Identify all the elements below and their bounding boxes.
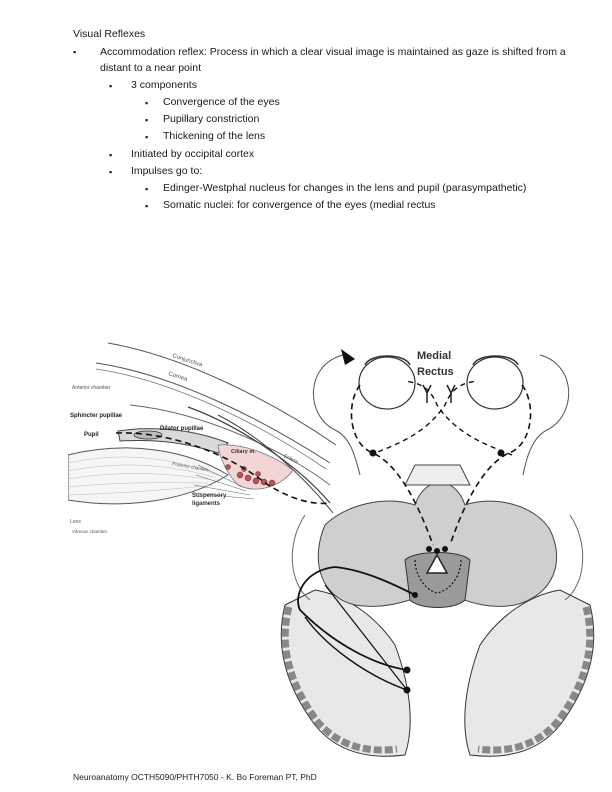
accommodation-pathway-figure (265, 345, 610, 770)
bullet-marker: ▪ (109, 150, 113, 160)
bullet-marker: ▪ (145, 132, 149, 142)
outline-item-convergence: Convergence of the eyes (163, 96, 280, 108)
page-footer: Neuroanatomy OCTH5090/PHTH7050 - K. Bo Foreman PT, PhD (73, 772, 317, 782)
outline-item-pupillary: Pupillary constriction (163, 113, 260, 125)
label-medial: Medial (417, 350, 452, 362)
label-sphincter-pupillae: Sphincter pupillae (70, 413, 123, 419)
bullet-marker: ▪ (109, 81, 113, 91)
label-posterior-chamber: Posterior chamber (171, 461, 209, 473)
label-suspensory: Suspensory (192, 493, 227, 499)
bullet-marker: ▪ (145, 115, 149, 125)
label-cornea: Cornea (167, 371, 188, 383)
label-lens: Lens (70, 519, 81, 525)
outline-item-components: 3 components (131, 79, 197, 91)
bullet-marker: ▪ (145, 184, 149, 194)
bullet-marker: ▪ (109, 167, 113, 177)
outline-item-somatic-nuclei: Somatic nuclei: for convergence of the eyes (medial rectus (163, 199, 436, 211)
outline-item-edinger-westphal: Edinger-Westphal nucleus for changes in the lens and pupil (parasympathetic) (163, 182, 527, 194)
outline-item-lens: Thickening of the lens (163, 130, 266, 142)
label-vitreous-chamber: Vitreous chamber (72, 529, 108, 534)
page-title: Visual Reflexes (73, 28, 146, 40)
label-dilator-pupillae: Dilator pupillae (160, 426, 204, 432)
outline-item-accommodation: Accommodation reflex: Process in which a clear visual image is maintained as gaze is shifted from a (100, 46, 566, 58)
label-anterior-chamber: Anterior chamber (72, 385, 111, 391)
bullet-marker: ▪ (73, 47, 77, 57)
label-rectus: Rectus (417, 366, 454, 378)
label-sclera: Sclera (282, 453, 299, 466)
outline-item-impulses: Impulses go to: (131, 165, 203, 177)
label-ligaments: ligaments (192, 501, 221, 507)
bullet-marker: ▪ (145, 98, 149, 108)
label-pupil: Pupil (84, 432, 99, 438)
outline-item-accommodation-cont: distant to a near point (100, 62, 201, 74)
bullet-marker: ▪ (145, 201, 149, 211)
outline-item-initiated: Initiated by occipital cortex (131, 148, 255, 160)
label-ciliary-muscle: Ciliary m. (231, 449, 256, 455)
label-conjunctiva: Conjunctiva (171, 353, 204, 369)
